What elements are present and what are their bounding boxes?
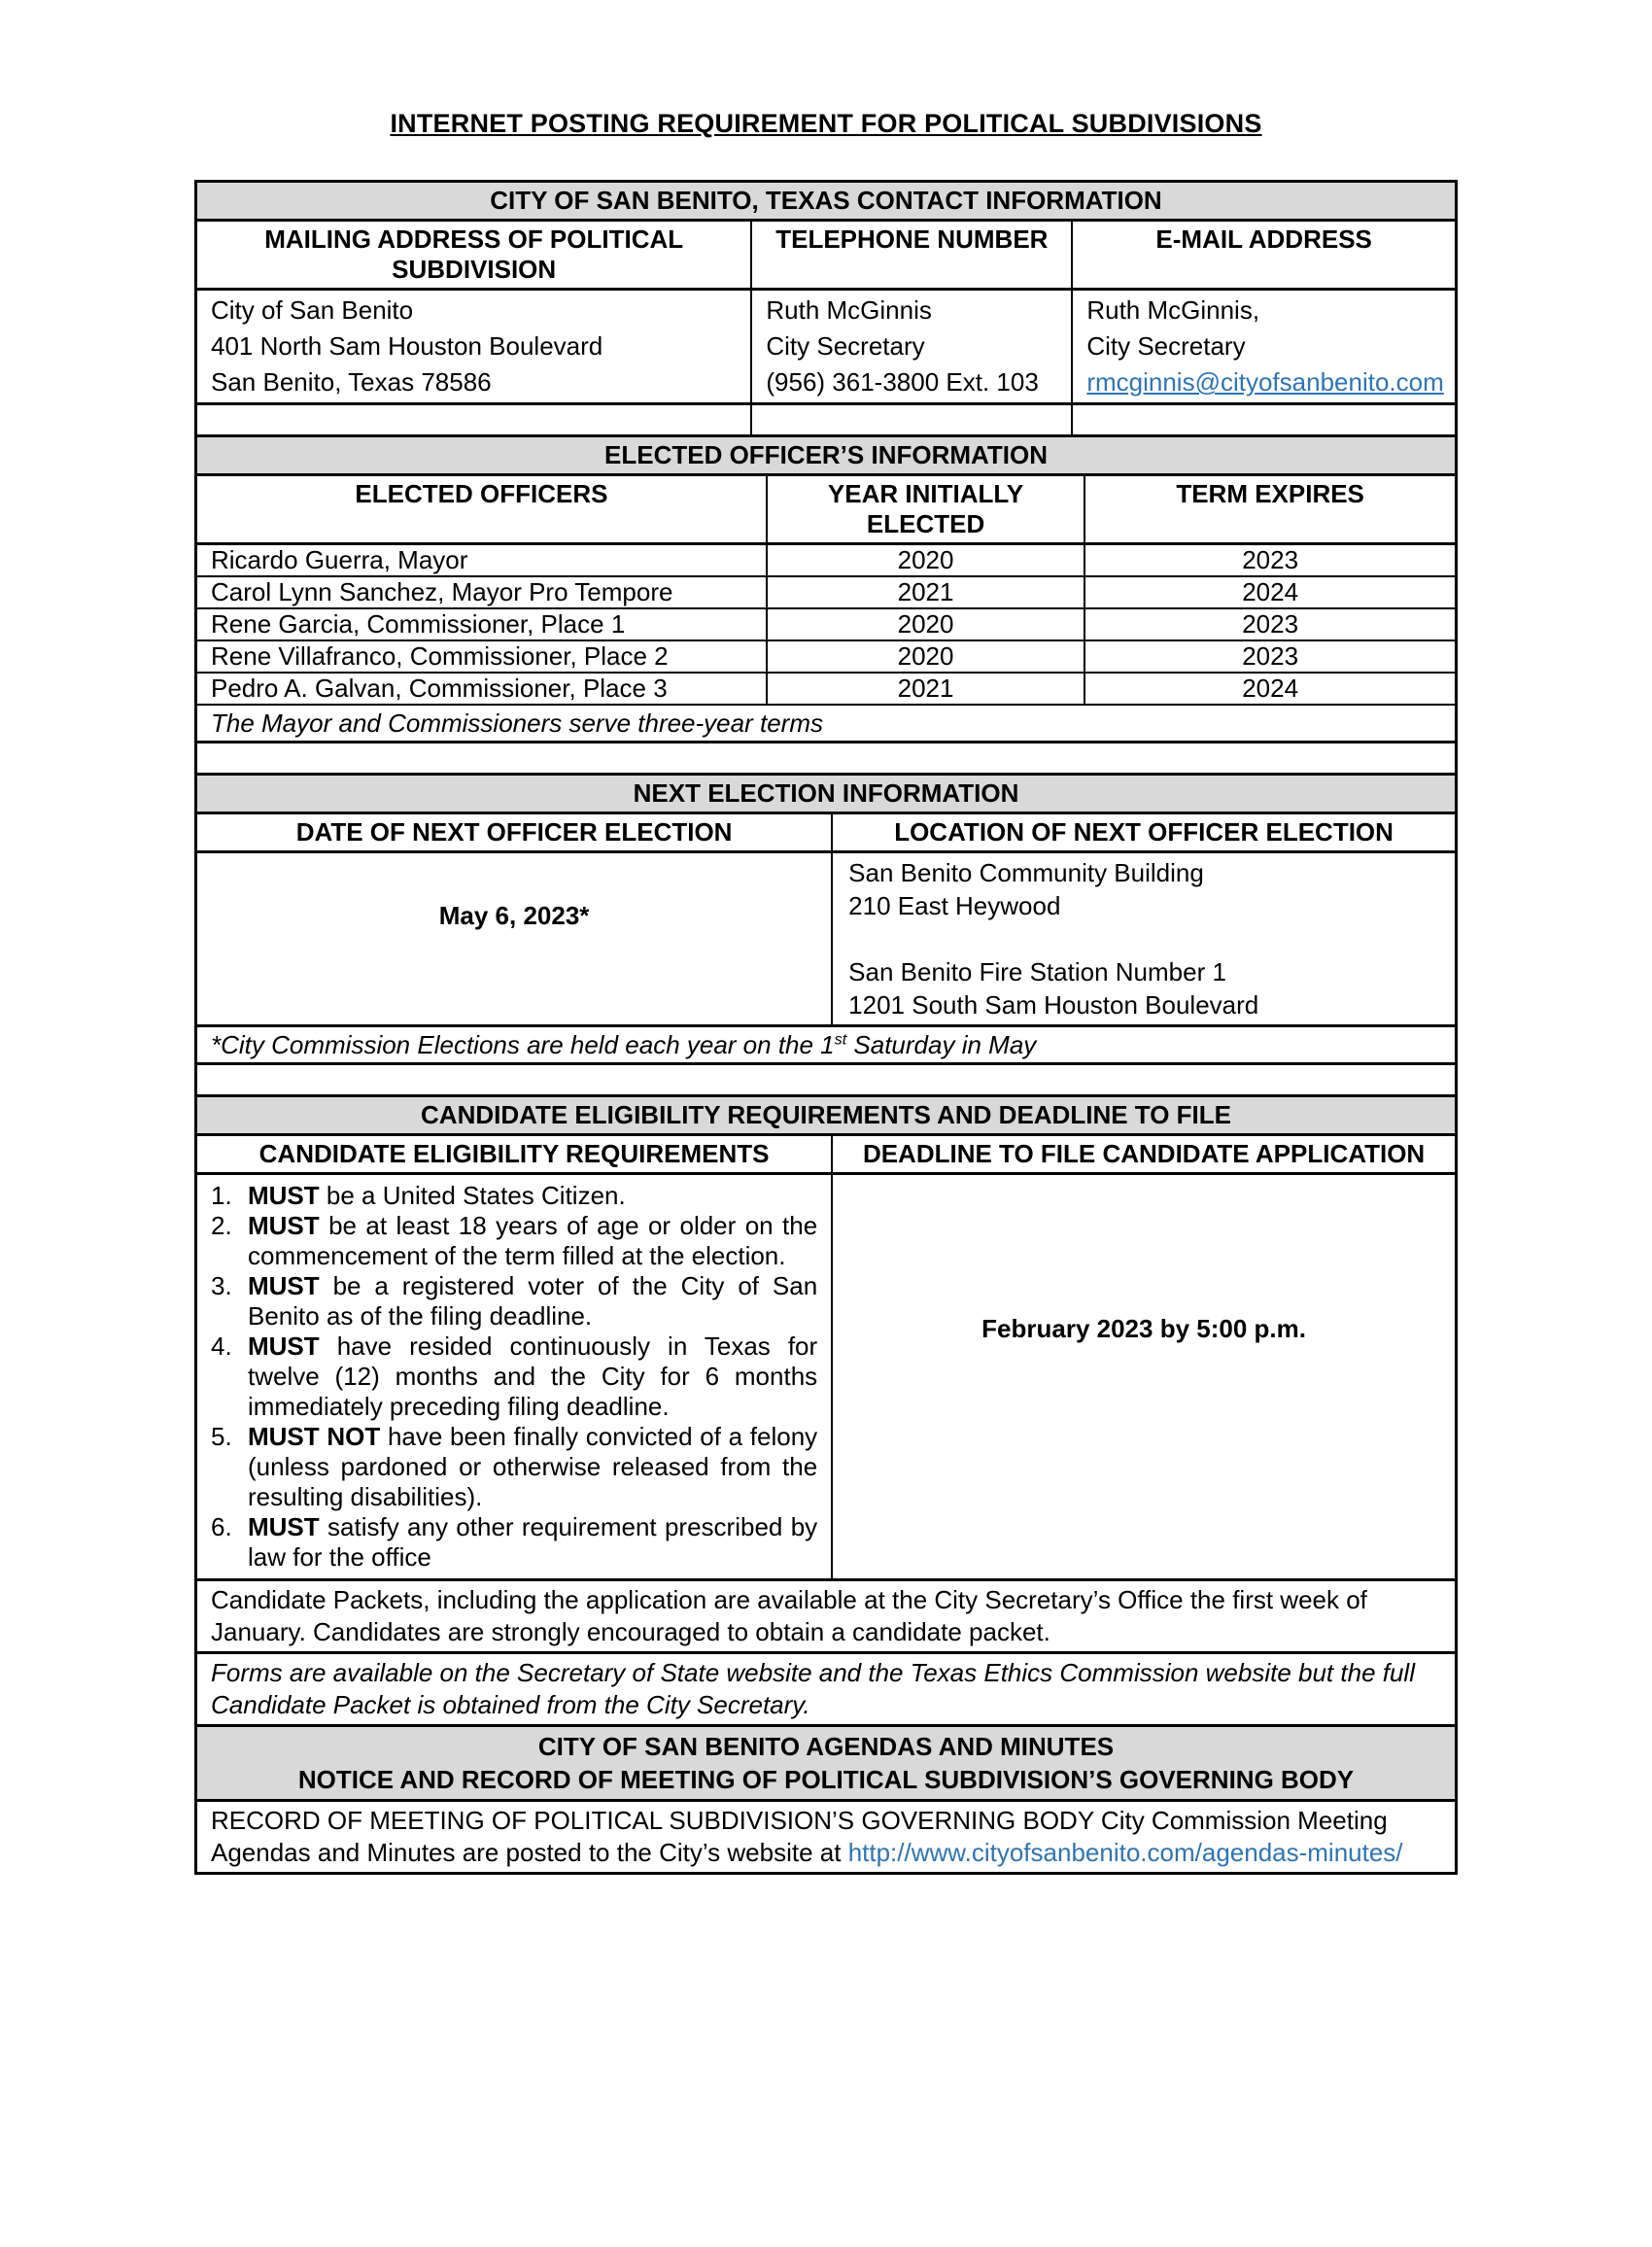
deadline-column-header: DEADLINE TO FILE CANDIDATE APPLICATION	[831, 1136, 1455, 1172]
officer-name: Rene Villafranco, Commissioner, Place 2	[211, 641, 669, 671]
document-page	[0, 109, 1652, 2247]
elected-section-header: ELECTED OFFICER’S INFORMATION	[197, 437, 1455, 473]
forms-note-row	[197, 1651, 1455, 1724]
officer-row	[197, 607, 1455, 640]
officer-term: 2023	[1084, 545, 1455, 575]
next-election-header-row	[197, 773, 1455, 812]
election-date: May 6, 2023*	[438, 901, 590, 930]
officer-name: Carol Lynn Sanchez, Mayor Pro Tempore	[211, 577, 673, 606]
location-line-1: San Benito Community Building	[848, 858, 1204, 887]
requirement-item: 6. MUST satisfy any other requirement prescribed by law for the office	[211, 1512, 818, 1572]
officer-year: 2021	[766, 674, 1084, 704]
telephone-line-2: City Secretary	[766, 331, 925, 361]
officer-row	[197, 575, 1455, 607]
elected-note-row	[197, 704, 1455, 741]
officer-row	[197, 640, 1455, 672]
elected-spacer-row	[197, 741, 1455, 773]
contact-spacer-row	[197, 402, 1455, 434]
election-location-column-header: LOCATION OF NEXT OFFICER ELECTION	[831, 814, 1455, 850]
officer-term: 2023	[1084, 609, 1455, 640]
agendas-header	[197, 1727, 1455, 1799]
email-line-1: Ruth McGinnis,	[1086, 295, 1260, 325]
location-line-5: 1201 South Sam Houston Boulevard	[848, 990, 1259, 1020]
requirement-item: 5. MUST NOT have been finally convicted of a felony (unless pardoned or otherwise released from the resulting disabilities).	[211, 1422, 818, 1511]
eligibility-header: CANDIDATE ELIGIBILITY REQUIREMENTS AND DEADLINE TO FILE	[197, 1097, 1455, 1133]
telephone-cell	[750, 291, 1071, 402]
agendas-header-line-1: CITY OF SAN BENITO AGENDAS AND MINUTES	[537, 1732, 1115, 1761]
requirement-item: 4. MUST have resided continuously in Texas for twelve (12) months and the City for 6 months immediately preceding filing deadline.	[211, 1331, 818, 1421]
requirement-item: 1. MUST be a United States Citizen.	[211, 1181, 626, 1210]
mailing-address-cell	[197, 291, 750, 402]
next-election-column-header-row	[197, 812, 1455, 850]
agendas-header-row	[197, 1724, 1455, 1799]
eligibility-data-row	[197, 1172, 1455, 1578]
mailing-address-column-header: MAILING ADDRESS OF POLITICAL SUBDIVISION	[264, 225, 684, 284]
posting-requirement-table	[194, 180, 1458, 1875]
location-line-3	[848, 922, 1439, 955]
officer-name: Ricardo Guerra, Mayor	[211, 545, 468, 574]
eligibility-header-row	[197, 1094, 1455, 1133]
officer-year: 2021	[766, 577, 1084, 607]
mailing-line-2: 401 North Sam Houston Boulevard	[211, 331, 603, 361]
term-length-note: The Mayor and Commissioners serve three-year terms	[211, 709, 823, 738]
officer-row	[197, 672, 1455, 704]
election-schedule-note: *City Commission Elections are held each year on the 1st Saturday in May	[211, 1030, 1037, 1059]
email-line-2: City Secretary	[1086, 331, 1246, 361]
email-column-header: E-MAIL ADDRESS	[1071, 222, 1455, 288]
record-of-meeting-text: RECORD OF MEETING OF POLITICAL SUBDIVISION’S GOVERNING BODY City Commission Meeting Agendas and Minutes are posted to the City’s website at http://www.cityofsanbenito.com/agendas-minutes/	[211, 1806, 1403, 1867]
term-expires-column-header: TERM EXPIRES	[1084, 476, 1455, 542]
forms-availability-note: Forms are available on the Secretary of State website and the Texas Ethics Commission website but the full Candidate Packet is obtained from the City Secretary.	[211, 1658, 1415, 1719]
election-location-cell	[831, 853, 1455, 1024]
telephone-column-header: TELEPHONE NUMBER	[750, 222, 1071, 288]
contact-column-header-row	[197, 219, 1455, 288]
year-elected-column-header: YEAR INITIALLY ELECTED	[766, 476, 1084, 542]
candidate-packet-note: Candidate Packets, including the application are available at the City Secretary’s Office the first week of January. Candidates are strongly encouraged to obtain a candidate packet.	[211, 1585, 1367, 1646]
elected-section-header-row	[197, 434, 1455, 473]
packet-note-row	[197, 1578, 1455, 1651]
contact-section-header: CITY OF SAN BENITO, TEXAS CONTACT INFORMATION	[197, 183, 1455, 219]
telephone-line-3: (956) 361-3800 Ext. 103	[766, 367, 1039, 397]
email-link[interactable]: rmcginnis@cityofsanbenito.com	[1086, 367, 1444, 397]
email-cell	[1071, 291, 1455, 402]
next-election-header: NEXT ELECTION INFORMATION	[197, 776, 1455, 812]
requirement-item: 2. MUST be at least 18 years of age or older on the commencement of the term filled at the election.	[211, 1211, 818, 1270]
record-of-meeting-row	[197, 1799, 1455, 1872]
eligibility-column-header-row	[197, 1133, 1455, 1172]
officer-year: 2020	[766, 545, 1084, 575]
officer-year: 2020	[766, 609, 1084, 640]
contact-data-row	[197, 288, 1455, 402]
officer-term: 2023	[1084, 641, 1455, 672]
election-date-column-header: DATE OF NEXT OFFICER ELECTION	[295, 817, 733, 847]
next-election-data-row	[197, 850, 1455, 1024]
filing-deadline: February 2023 by 5:00 p.m.	[831, 1175, 1455, 1578]
elected-column-header-row	[197, 473, 1455, 542]
requirements-list	[197, 1175, 831, 1578]
election-note-row	[197, 1024, 1455, 1062]
elected-officers-column-header: ELECTED OFFICERS	[355, 479, 608, 508]
requirements-column-header: CANDIDATE ELIGIBILITY REQUIREMENTS	[258, 1139, 770, 1168]
officer-row	[197, 542, 1455, 575]
officer-name: Pedro A. Galvan, Commissioner, Place 3	[211, 674, 668, 703]
officer-name: Rene Garcia, Commissioner, Place 1	[211, 609, 626, 639]
election-spacer-row	[197, 1062, 1455, 1094]
requirement-item: 3. MUST be a registered voter of the City of San Benito as of the filing deadline.	[211, 1271, 818, 1331]
agendas-header-line-2: NOTICE AND RECORD OF MEETING OF POLITICAL SUBDIVISION’S GOVERNING BODY	[297, 1765, 1355, 1794]
superscript-st: st	[834, 1030, 847, 1049]
location-line-2: 210 East Heywood	[848, 891, 1061, 920]
mailing-line-1: City of San Benito	[211, 295, 414, 325]
agendas-minutes-link[interactable]: http://www.cityofsanbenito.com/agendas-minutes/	[847, 1838, 1403, 1867]
officer-term: 2024	[1084, 674, 1455, 704]
officer-term: 2024	[1084, 577, 1455, 607]
mailing-line-3: San Benito, Texas 78586	[211, 367, 492, 397]
officer-year: 2020	[766, 641, 1084, 672]
telephone-line-1: Ruth McGinnis	[766, 295, 932, 325]
contact-section-header-row	[197, 183, 1455, 219]
location-line-4: San Benito Fire Station Number 1	[848, 957, 1226, 986]
page-title: INTERNET POSTING REQUIREMENT FOR POLITICAL SUBDIVISIONS	[390, 109, 1262, 138]
